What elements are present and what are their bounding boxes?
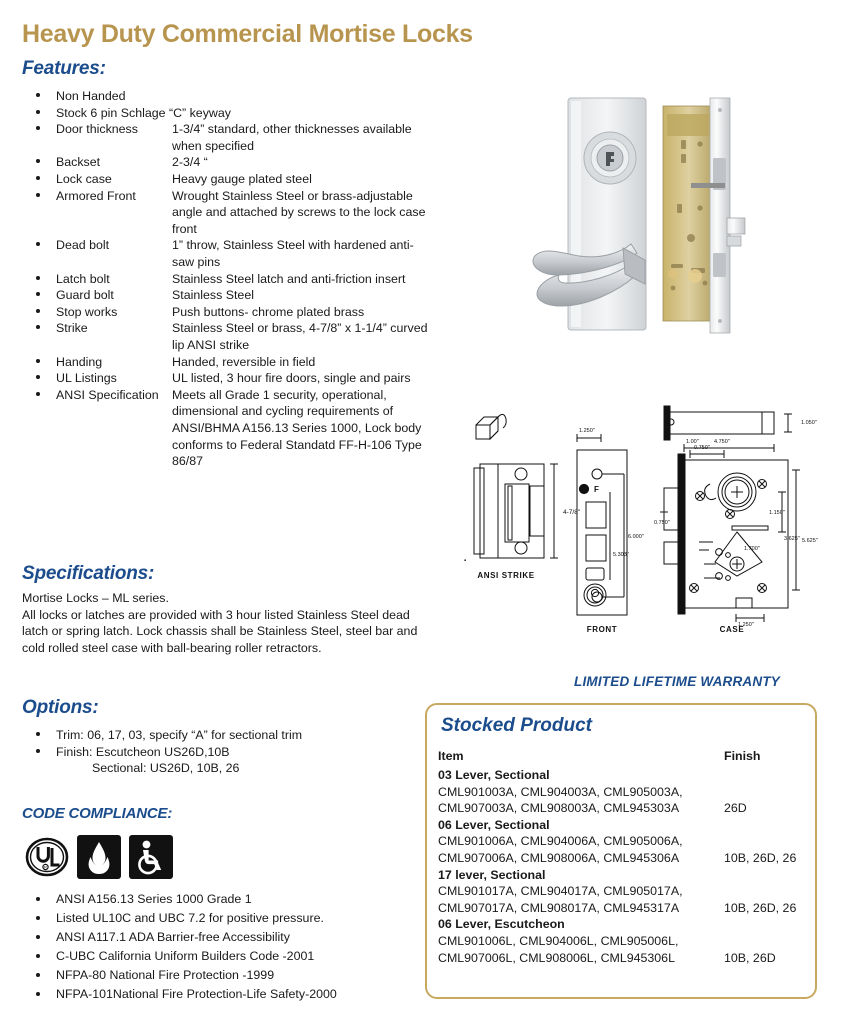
table-row — [438, 950, 806, 967]
feature-label: Strike — [56, 321, 88, 336]
drawing-label-ansi-strike: ANSI STRIKE — [477, 571, 535, 580]
code-compliance-text: C-UBC California Uniform Builders Code -2001 — [56, 949, 315, 963]
code-compliance-heading: CODE COMPLIANCE: — [22, 805, 173, 822]
drawing-label-case: CASE — [719, 625, 745, 634]
svg-text:5.625": 5.625" — [802, 538, 818, 544]
ansi-strike-drawing — [474, 414, 558, 558]
product-codes: CML901006L, CML904006L, CML905006L, — [438, 933, 679, 948]
table-row — [438, 933, 806, 950]
product-codes: CML907003A, CML908003A, CML945303A — [438, 801, 680, 816]
specifications-heading: Specifications: — [22, 563, 155, 584]
bullet-icon — [36, 242, 40, 246]
feature-row — [0, 237, 440, 269]
feature-label: Lock case — [56, 172, 112, 186]
table-row — [438, 800, 806, 817]
bullet-icon — [36, 292, 40, 296]
svg-text:4-7/8": 4-7/8" — [563, 509, 581, 516]
bullet-icon — [36, 93, 40, 97]
feature-row — [0, 171, 440, 188]
feature-row — [0, 154, 440, 171]
stocked-product-group-name: 06 Lever, Escutcheon — [438, 917, 565, 932]
finish-value: 10B, 26D, 26 — [724, 900, 797, 915]
feature-value: Handed, reversible in field — [172, 354, 316, 369]
svg-text:5.303": 5.303" — [613, 552, 629, 558]
feature-row — [0, 387, 440, 469]
bullet-icon — [36, 309, 40, 313]
product-codes: CML907006A, CML908006A, CML945306A — [438, 850, 680, 865]
stocked-product-header-row — [438, 749, 806, 767]
feature-label: Stop works — [56, 304, 118, 319]
front-drawing — [577, 434, 627, 615]
feature-row — [0, 88, 440, 105]
svg-text:6.000": 6.000" — [628, 534, 644, 540]
bullet-icon — [36, 276, 40, 280]
code-compliance-text: Listed UL10C and UBC 7.2 for positive pressure. — [56, 911, 324, 925]
code-compliance-row — [0, 909, 430, 928]
svg-text:F: F — [594, 485, 599, 494]
svg-text:1.00": 1.00" — [686, 439, 699, 445]
feature-row — [0, 188, 440, 236]
code-compliance-text: NFPA-101National Fire Protection-Life Safety-2000 — [56, 987, 337, 1001]
feature-row — [0, 105, 440, 122]
code-compliance-list — [0, 890, 430, 1004]
finish-value: 26D — [724, 801, 747, 816]
ul-listed-icon — [25, 835, 69, 879]
feature-value: Push buttons- chrome plated brass — [172, 304, 365, 319]
bullet-icon — [36, 916, 40, 920]
stocked-product-group-name: 03 Lever, Sectional — [438, 768, 550, 782]
code-compliance-icons — [25, 835, 173, 879]
code-compliance-row — [0, 966, 430, 985]
svg-text:0.750": 0.750" — [654, 520, 670, 526]
option-subrow — [0, 760, 430, 777]
stocked-product-title: Stocked Product — [441, 715, 592, 736]
finish-value: 10B, 26D — [724, 950, 776, 965]
code-compliance-row — [0, 985, 430, 1004]
feature-label: Guard bolt — [56, 288, 114, 303]
stocked-product-group-name: 17 lever, Sectional — [438, 867, 546, 882]
code-compliance-text: ANSI A117.1 ADA Barrier-free Accessibility — [56, 930, 290, 944]
table-row — [438, 883, 806, 900]
feature-label: Dead bolt — [56, 238, 110, 253]
svg-text:▪: ▪ — [464, 558, 467, 564]
svg-text:3.625": 3.625" — [784, 536, 800, 542]
option-row — [0, 744, 430, 761]
drawing-label-front: FRONT — [586, 625, 618, 634]
column-header-finish: Finish — [724, 749, 761, 763]
bullet-icon — [36, 392, 40, 396]
svg-text:1.250": 1.250" — [579, 428, 595, 434]
stocked-product-group — [438, 916, 806, 966]
feature-value: 1” throw, Stainless Steel with hardened anti-saw pins — [172, 238, 414, 269]
stocked-product-group — [438, 817, 806, 867]
bullet-icon — [36, 110, 40, 114]
bullet-icon — [36, 992, 40, 996]
code-compliance-text: NFPA-80 National Fire Protection -1999 — [56, 968, 275, 982]
finish-value: 10B, 26D, 26 — [724, 850, 797, 865]
feature-label: Stock 6 pin Schlage “C” keyway — [56, 105, 231, 120]
option-text: Finish: Escutcheon US26D,10B — [56, 744, 230, 759]
bullet-icon — [36, 954, 40, 958]
product-codes: CML901017A, CML904017A, CML905017A, — [438, 884, 683, 899]
feature-row — [0, 271, 440, 288]
svg-text:0.750": 0.750" — [694, 445, 710, 451]
feature-label: Latch bolt — [56, 271, 110, 286]
feature-label: Non Handed — [56, 89, 126, 103]
product-codes: CML907006L, CML908006L, CML945306L — [438, 950, 675, 965]
feature-label: Armored Front — [56, 188, 136, 203]
table-row — [438, 833, 806, 850]
table-row — [438, 900, 806, 917]
bullet-icon — [36, 897, 40, 901]
stocked-product-group-name: 06 Lever, Sectional — [438, 817, 550, 832]
column-header-item: Item — [438, 749, 464, 763]
code-compliance-row — [0, 947, 430, 966]
feature-value: Stainless Steel — [172, 288, 254, 303]
bullet-icon — [36, 732, 40, 736]
option-row — [0, 727, 430, 744]
product-photo-mortise-lock — [495, 78, 750, 383]
fire-rated-icon — [77, 835, 121, 879]
stocked-product-group — [438, 767, 806, 817]
feature-value: Wrought Stainless Steel or brass-adjustable angle and attached by screws to the lock case front — [172, 188, 426, 236]
feature-row — [0, 304, 440, 321]
options-heading: Options: — [22, 697, 99, 718]
bullet-icon — [36, 193, 40, 197]
bullet-icon — [36, 973, 40, 977]
product-codes: CML907017A, CML908017A, CML945317A — [438, 900, 680, 915]
bullet-icon — [36, 126, 40, 130]
page-title: Heavy Duty Commercial Mortise Locks — [22, 20, 473, 48]
stocked-product-box — [425, 703, 817, 999]
feature-label: UL Listings — [56, 371, 117, 386]
feature-value: 1-3/4” standard, other thicknesses available when specified — [172, 122, 412, 153]
bullet-icon — [36, 749, 40, 753]
feature-value: Stainless Steel latch and anti-friction insert — [172, 271, 406, 286]
feature-label: ANSI Specification — [56, 387, 159, 402]
code-compliance-row — [0, 928, 430, 947]
feature-row — [0, 121, 440, 153]
svg-text:1.150": 1.150" — [769, 510, 785, 516]
feature-label: Handing — [56, 354, 103, 369]
svg-text:4.750": 4.750" — [714, 439, 730, 445]
feature-value: Heavy gauge plated steel — [172, 172, 312, 186]
technical-drawings — [432, 392, 832, 644]
code-compliance-text: ANSI A156.13 Series 1000 Grade 1 — [56, 892, 252, 906]
table-row — [438, 850, 806, 867]
stocked-product-group — [438, 867, 806, 917]
feature-value: 2-3/4 “ — [172, 155, 208, 170]
feature-value: Stainless Steel or brass, 4-7/8” x 1-1/4” curved lip ANSI strike — [172, 321, 428, 352]
warranty-text: LIMITED LIFETIME WARRANTY — [574, 674, 780, 689]
stocked-product-table — [438, 749, 806, 966]
specifications-body — [22, 590, 422, 656]
feature-row — [0, 354, 440, 371]
svg-text:R: R — [44, 864, 47, 870]
feature-row — [0, 320, 440, 352]
bullet-icon — [36, 375, 40, 379]
product-codes: CML901003A, CML904003A, CML905003A, — [438, 784, 683, 799]
bullet-icon — [36, 325, 40, 329]
feature-value: Meets all Grade 1 security, operational, dimensional and cycling requirements of ANSI/BHMA A156.13 Series 1000, Lock body conforms to Federal Standatd FF-H-106 Type 86/87 — [172, 387, 422, 469]
option-text: Trim: 06, 17, 03, specify “A” for sectional trim — [56, 728, 303, 742]
option-sub-text: Sectional: US26D, 10B, 26 — [92, 761, 240, 776]
feature-label: Backset — [56, 155, 101, 170]
code-compliance-row — [0, 890, 430, 909]
svg-text:1.050": 1.050" — [801, 420, 817, 426]
features-heading: Features: — [22, 58, 106, 79]
bullet-icon — [36, 159, 40, 163]
table-row — [438, 784, 806, 801]
bullet-icon — [36, 935, 40, 939]
specifications-paragraph: All locks or latches are provided with 3 hour listed Stainless Steel dead latch or spring latch. Lock chassis shall be Stainless Steel, steel bar and cold rolled steel case with ball-bearing roller retractors. — [22, 607, 418, 655]
bullet-icon — [36, 359, 40, 363]
feature-row — [0, 370, 440, 387]
product-codes: CML901006A, CML904006A, CML905006A, — [438, 834, 683, 849]
svg-text:1.250": 1.250" — [738, 622, 754, 628]
bullet-icon — [36, 176, 40, 180]
feature-row — [0, 287, 440, 304]
feature-label: Door thickness — [56, 122, 138, 137]
accessibility-icon — [129, 835, 173, 879]
svg-text:1.700": 1.700" — [744, 546, 760, 552]
feature-value: UL listed, 3 hour fire doors, single and pairs — [172, 371, 411, 386]
specifications-paragraph: Mortise Locks – ML series. — [22, 591, 169, 605]
